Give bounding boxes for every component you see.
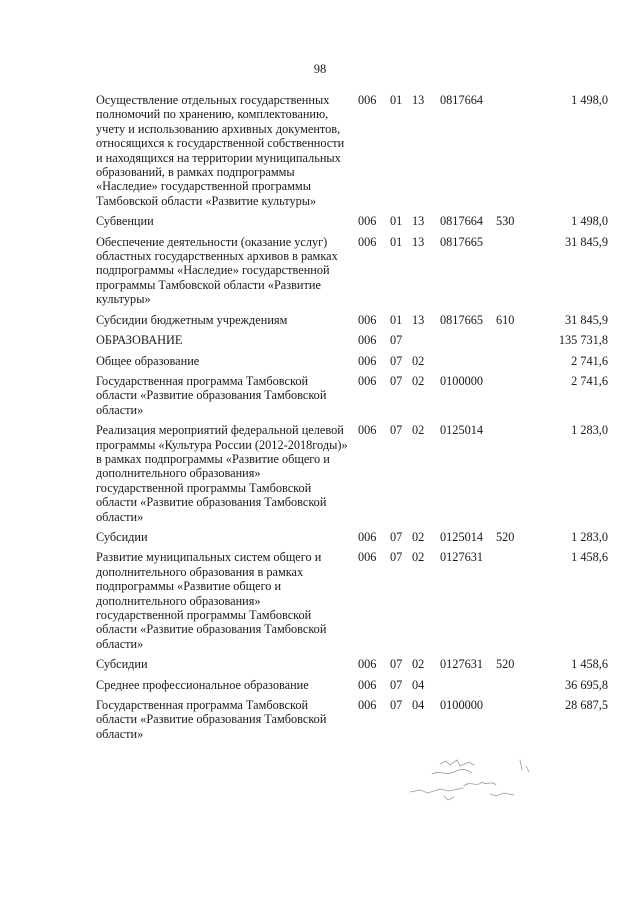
- row-amount: 36 695,8: [564, 677, 608, 692]
- row-target-item-code: 0817665: [440, 312, 484, 327]
- row-department-code: 006: [358, 423, 377, 438]
- row-target-item-code: 0817664: [440, 93, 484, 107]
- row-name: Государственная программа Тамбовской области «Развитие образования Тамбовской области»: [96, 373, 327, 417]
- row-name: Общее образование: [96, 353, 200, 368]
- row-expense-type-code: 530: [496, 214, 515, 229]
- table-row: [96, 235, 608, 307]
- row-subsection-code: 02: [412, 373, 425, 388]
- row-subsection-code: 02: [412, 657, 425, 672]
- row-department-code: 006: [358, 312, 377, 327]
- table-row: [96, 550, 608, 651]
- row-department-code: 006: [358, 698, 377, 713]
- row-amount: 31 845,9: [564, 312, 608, 327]
- row-expense-type-code: 520: [496, 657, 515, 672]
- row-target-item-code: 0127631: [440, 550, 484, 565]
- row-subsection-code: 13: [412, 93, 425, 107]
- table-row: [96, 214, 608, 228]
- table-row: [96, 678, 608, 692]
- row-name: Субсидии бюджетным учреждениям: [96, 312, 288, 327]
- row-name: Реализация мероприятий федеральной целевой программы «Культура России (2012-2018годы)» в рамках подпрограммы «Развитие общего и дополнительного образования» государственной программы Тамбовской области «Развитие образования Тамбовской области»: [96, 423, 348, 524]
- row-section-code: 01: [390, 234, 403, 249]
- row-department-code: 006: [358, 550, 377, 565]
- row-subsection-code: 02: [412, 353, 425, 368]
- table-row: [96, 657, 608, 671]
- row-department-code: 006: [358, 529, 377, 544]
- row-amount: 1 283,0: [571, 423, 608, 438]
- table-row: [96, 354, 608, 368]
- row-department-code: 006: [358, 677, 377, 692]
- row-name: Субвенции: [96, 214, 154, 229]
- row-department-code: 006: [358, 657, 377, 672]
- signature-stamp: [400, 752, 540, 812]
- row-expense-type-code: 610: [496, 312, 515, 327]
- table-row: [96, 423, 608, 524]
- row-amount: 31 845,9: [564, 234, 608, 249]
- row-section-code: 01: [390, 93, 403, 107]
- row-department-code: 006: [358, 373, 377, 388]
- row-amount: 1 458,6: [571, 550, 608, 565]
- row-section-code: 01: [390, 214, 403, 229]
- row-section-code: 07: [390, 550, 403, 565]
- row-amount: 135 731,8: [558, 333, 608, 348]
- row-amount: 2 741,6: [571, 373, 608, 388]
- row-department-code: 006: [358, 214, 377, 229]
- row-section-code: 07: [390, 423, 403, 438]
- row-amount: 1 458,6: [571, 657, 608, 672]
- table-row: [96, 530, 608, 544]
- row-department-code: 006: [358, 234, 377, 249]
- row-name: Развитие муниципальных систем общего и дополнительного образования в рамках подпрограммы «Развитие общего и дополнительного образования» государственной программы Тамбовской области «Развитие образования Тамбовской области»: [96, 550, 327, 651]
- budget-table: [96, 93, 608, 741]
- row-target-item-code: 0100000: [440, 373, 484, 388]
- row-department-code: 006: [358, 353, 377, 368]
- row-target-item-code: 0125014: [440, 423, 484, 438]
- table-row: [96, 698, 608, 741]
- row-amount: 1 498,0: [571, 214, 608, 229]
- row-target-item-code: 0817665: [440, 234, 484, 249]
- row-subsection-code: 04: [412, 698, 425, 713]
- row-section-code: 07: [390, 353, 403, 368]
- row-amount: 1 283,0: [571, 529, 608, 544]
- row-department-code: 006: [358, 333, 377, 348]
- table-row: [96, 374, 608, 417]
- row-name: Субсидии: [96, 657, 148, 672]
- row-name: Среднее профессиональное образование: [96, 677, 309, 692]
- row-subsection-code: 02: [412, 550, 425, 565]
- row-expense-type-code: 520: [496, 529, 515, 544]
- row-amount: 2 741,6: [571, 353, 608, 368]
- row-section-code: 01: [390, 312, 403, 327]
- row-name: Осуществление отдельных государственных полномочий по хранению, комплектованию, учету и использованию архивных документов, относящихся к государственной собственности и находящихся на территории муниципальных образований, в рамках подпрограммы «Наследие» государственной программы Тамбовской области «Развитие культуры»: [96, 93, 345, 208]
- row-name: Государственная программа Тамбовской области «Развитие образования Тамбовской области»: [96, 698, 327, 741]
- row-target-item-code: 0127631: [440, 657, 484, 672]
- row-subsection-code: 13: [412, 214, 425, 229]
- row-department-code: 006: [358, 93, 377, 107]
- row-subsection-code: 02: [412, 423, 425, 438]
- row-section-code: 07: [390, 529, 403, 544]
- row-name: Обеспечение деятельности (оказание услуг) областных государственных архивов в рамках подпрограммы «Наследие» государственной программы Тамбовской области «Развитие культуры»: [96, 234, 338, 307]
- row-section-code: 07: [390, 698, 403, 713]
- row-subsection-code: 02: [412, 529, 425, 544]
- row-section-code: 07: [390, 373, 403, 388]
- row-section-code: 07: [390, 657, 403, 672]
- row-section-code: 07: [390, 333, 403, 348]
- row-subsection-code: 13: [412, 234, 425, 249]
- row-name: ОБРАЗОВАНИЕ: [96, 333, 183, 348]
- row-target-item-code: 0125014: [440, 529, 484, 544]
- row-target-item-code: 0100000: [440, 698, 484, 713]
- row-target-item-code: 0817664: [440, 214, 484, 229]
- row-amount: 28 687,5: [564, 698, 608, 713]
- row-subsection-code: 13: [412, 312, 425, 327]
- page-number: 98: [313, 62, 327, 76]
- table-row: [96, 313, 608, 327]
- row-amount: 1 498,0: [571, 93, 608, 107]
- row-subsection-code: 04: [412, 677, 425, 692]
- row-name: Субсидии: [96, 529, 148, 544]
- table-row: [96, 333, 608, 347]
- row-section-code: 07: [390, 677, 403, 692]
- table-row: [96, 93, 608, 208]
